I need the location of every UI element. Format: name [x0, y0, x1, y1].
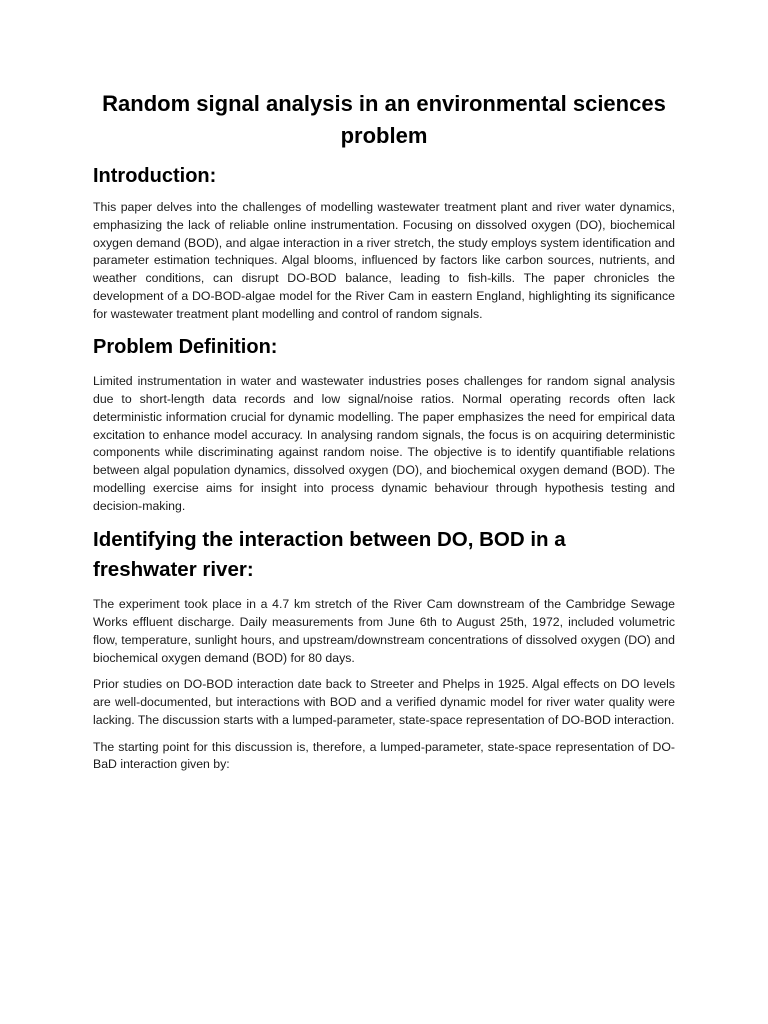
- paragraph-interaction-experiment: The experiment took place in a 4.7 km stretch of the River Cam downstream of the Cambridge Sewage Works effluent discharge. Daily measurements from June 6th to August 25th, 1972, included volumetric flow, temperature, sunlight hours, and upstream/downstream concentrations of dissolved oxygen (DO) and biochemical oxygen demand (BOD) for 80 days.: [93, 597, 675, 665]
- document-title: Random signal analysis in an environmental sciences problem: [102, 91, 666, 148]
- section-heading-interaction: Identifying the interaction between DO, BOD in a freshwater river:: [93, 528, 566, 582]
- document-page: [93, 88, 675, 774]
- section-heading-introduction: Introduction:: [93, 165, 217, 187]
- paragraph-interaction-prior-studies: Prior studies on DO-BOD interaction date back to Streeter and Phelps in 1925. Algal effects on DO levels are well-documented, but interactions with BOD and a verified dynamic model for river water quality were lacking. The discussion starts with a lumped-parameter, state-space representation of DO-BOD interaction.: [93, 677, 675, 727]
- section-heading-problem-definition: Problem Definition:: [93, 336, 278, 359]
- paragraph-interaction-starting-point: The starting point for this discussion is, therefore, a lumped-parameter, state-space representation of DO-BaD interaction given by:: [93, 739, 675, 772]
- paragraph-introduction: This paper delves into the challenges of modelling wastewater treatment plant and river water dynamics, emphasizing the lack of reliable online instrumentation. Focusing on dissolved oxygen (DO), biochemical oxygen demand (BOD), and algae interaction in a river stretch, the study employs system identification and parameter estimation techniques. Algal blooms, influenced by factors like carbon sources, nutrients, and weather conditions, can disrupt DO-BOD balance, leading to fish-kills. The paper chronicles the development of a DO-BOD-algae model for the River Cam in eastern England, highlighting its significance for wastewater treatment plant modelling and control of random signals.: [93, 200, 675, 321]
- paragraph-problem-definition: Limited instrumentation in water and wastewater industries poses challenges for random signal analysis due to short-length data records and low signal/noise ratios. Normal operating records often lack deterministic information crucial for dynamic modelling. The paper emphasizes the need for empirical data excitation to enhance model accuracy. In analysing random signals, the focus is on acquiring deterministic components while discriminating against random noise. The objective is to identify quantifiable relations between algal population dynamics, dissolved oxygen (DO), and biochemical oxygen demand (BOD). The modelling exercise aims for insight into process dynamic behaviour through hypothesis testing and decision-making.: [93, 374, 675, 513]
